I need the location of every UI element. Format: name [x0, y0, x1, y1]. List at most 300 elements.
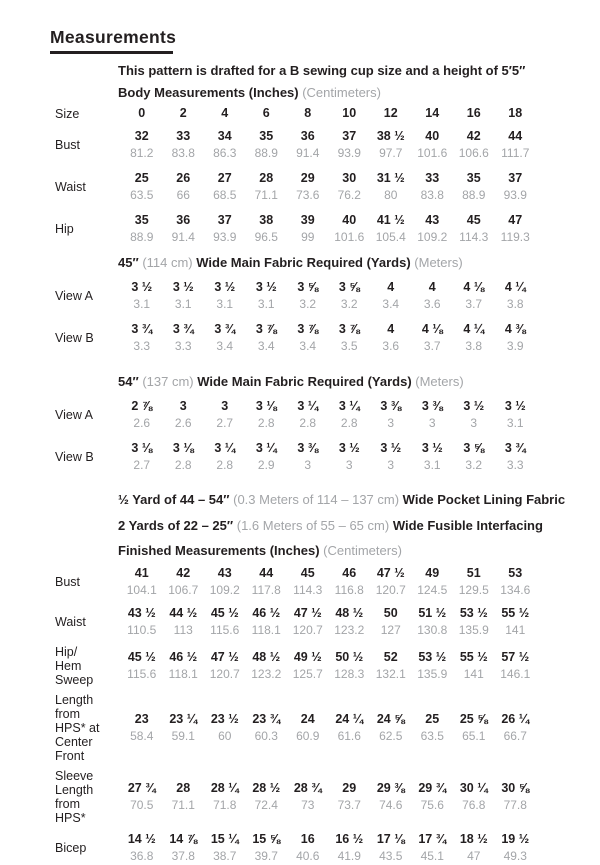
inches-value: 3 [179, 399, 187, 413]
measurement-cell [163, 831, 205, 865]
inches-value: 14 ⅞ [169, 832, 198, 846]
inches-value: 36 [300, 129, 315, 143]
measurement-cell [121, 780, 163, 814]
metric-value: 3.4 [382, 297, 400, 311]
metric-value: 3 [345, 458, 353, 472]
row-values [121, 780, 536, 814]
inches-value: 49 ½ [293, 650, 322, 664]
metric-value: 2.7 [133, 458, 151, 472]
measurement-row [50, 321, 592, 355]
measurement-cell [495, 605, 537, 639]
measurement-cell [246, 128, 288, 162]
inches-value: 17 ⅛ [376, 832, 405, 846]
inches-value: 3 ⅝ [338, 280, 360, 294]
measurement-cell [329, 128, 371, 162]
inches-value: 29 ¾ [418, 781, 447, 795]
inches-value: 47 [508, 213, 523, 227]
inches-value: 44 ½ [169, 606, 198, 620]
measurement-cell [495, 170, 537, 204]
metric-value: 125.7 [292, 667, 323, 681]
row-values [121, 128, 536, 162]
inches-value: 57 ½ [501, 650, 530, 664]
metric-value: 39.7 [254, 849, 278, 863]
metric-value: 63.5 [420, 729, 444, 743]
metric-value: 81.2 [130, 146, 154, 160]
metric-value: 93.9 [337, 146, 361, 160]
inches-value: 3 [221, 399, 229, 413]
measurement-cell [246, 440, 288, 474]
metric-value: 49.3 [503, 849, 527, 863]
measurement-cell [412, 128, 454, 162]
inches-value: 30 ⅝ [501, 781, 530, 795]
header-segment: 45″ [118, 255, 143, 270]
metric-value: 3.1 [506, 416, 524, 430]
measurement-cell [329, 649, 371, 683]
inches-value: 51 ½ [418, 606, 447, 620]
metric-value: 141 [463, 667, 484, 681]
metric-value: 101.6 [334, 230, 365, 244]
measurement-cell [370, 831, 412, 865]
inches-value: 41 ½ [376, 213, 405, 227]
metric-value: 73.6 [296, 188, 320, 202]
inches-value: 40 [342, 213, 357, 227]
metric-value: 3 [387, 416, 395, 430]
inches-value: 4 ¼ [504, 280, 526, 294]
measurement-cell [204, 170, 246, 204]
measurement-cell [246, 212, 288, 246]
measurement-row [50, 645, 592, 687]
measurement-cell [204, 605, 246, 639]
measurement-cell [453, 279, 495, 313]
metric-value: 43.5 [379, 849, 403, 863]
metric-value: 111.7 [501, 146, 530, 160]
metric-value: 60.3 [254, 729, 278, 743]
metric-value: 106.7 [168, 583, 199, 597]
inches-value: 38 ½ [376, 129, 405, 143]
metric-value: 3.6 [382, 339, 400, 353]
metric-value: 3.8 [506, 297, 524, 311]
measurement-cell [287, 279, 329, 313]
size-value: 10 [342, 106, 357, 120]
metric-value: 3.4 [257, 339, 275, 353]
inches-value: 3 ⅞ [297, 322, 319, 336]
inches-value: 37 [508, 171, 523, 185]
measurement-cell [453, 649, 495, 683]
size-value: 0 [138, 106, 146, 120]
metric-value: 71.1 [254, 188, 278, 202]
measurement-row [50, 440, 592, 474]
fusible-interfacing-note [118, 518, 592, 534]
inches-value: 32 [134, 129, 149, 143]
row-label: Bust [55, 138, 81, 152]
metric-value: 70.5 [130, 798, 154, 812]
measurement-cell [287, 649, 329, 683]
inches-value: 3 ½ [172, 280, 194, 294]
metric-value: 116.8 [334, 583, 364, 597]
inches-value: 18 ½ [459, 832, 488, 846]
measurement-cell [163, 170, 205, 204]
size-value: 14 [425, 106, 440, 120]
inches-value: 38 [259, 213, 274, 227]
measurement-cell [329, 831, 371, 865]
metric-value: 130.8 [417, 623, 448, 637]
measurement-cell [204, 321, 246, 355]
inches-value: 3 ¾ [214, 322, 236, 336]
header-segment: ½ Yard of 44 – 54″ [118, 492, 234, 507]
metric-value: 3.1 [216, 297, 234, 311]
inches-value: 45 ½ [210, 606, 239, 620]
size-value: 12 [383, 106, 398, 120]
row-label: View B [55, 450, 94, 464]
inches-value: 4 [387, 280, 395, 294]
inches-value: 47 ½ [293, 606, 322, 620]
metric-value: 71.1 [171, 798, 195, 812]
metric-value: 128.3 [334, 667, 365, 681]
metric-value: 76.8 [462, 798, 486, 812]
metric-value: 3.5 [340, 339, 358, 353]
inches-value: 27 ¾ [127, 781, 156, 795]
measurement-cell [246, 605, 288, 639]
measurement-row [50, 831, 592, 865]
measurement-cell [121, 212, 163, 246]
inches-value: 31 ½ [376, 171, 405, 185]
row-label: Bicep [55, 841, 87, 855]
measurement-cell [370, 279, 412, 313]
inches-value: 4 ⅛ [421, 322, 443, 336]
inches-value: 26 ¼ [501, 712, 530, 726]
inches-value: 2 ⅞ [131, 399, 153, 413]
inches-value: 45 ½ [127, 650, 156, 664]
measurement-cell [453, 398, 495, 432]
metric-value: 3.7 [465, 297, 483, 311]
metric-value: 118.1 [251, 623, 281, 637]
measurement-row [50, 693, 592, 763]
size-value: 2 [179, 106, 187, 120]
metric-value: 3.9 [506, 339, 524, 353]
metric-value: 37.8 [171, 849, 195, 863]
measurement-cell [495, 321, 537, 355]
measurement-cell [121, 605, 163, 639]
inches-value: 3 ¾ [172, 322, 194, 336]
measurement-cell [163, 780, 205, 814]
measurement-cell [121, 440, 163, 474]
metric-value: 101.6 [417, 146, 448, 160]
metric-value: 132.1 [375, 667, 406, 681]
metric-value: 113 [173, 623, 193, 637]
measurement-cell [163, 212, 205, 246]
measurement-cell [163, 128, 205, 162]
size-row-label: Size [55, 106, 80, 121]
metric-value: 83.8 [420, 188, 444, 202]
header-metric-segment: (Meters) [414, 255, 463, 270]
size-values [121, 105, 536, 122]
pocket-lining-note [118, 492, 592, 508]
measurement-cell [412, 321, 454, 355]
inches-value: 3 ½ [255, 280, 277, 294]
section-header-finished-measurements [118, 543, 592, 559]
inches-value: 45 [300, 566, 315, 580]
measurement-cell [412, 398, 454, 432]
measurement-cell [204, 212, 246, 246]
measurement-cell [329, 170, 371, 204]
metric-value: 2.8 [216, 458, 234, 472]
inches-value: 43 ½ [127, 606, 156, 620]
row-label: Bust [55, 575, 81, 589]
measurement-cell [370, 711, 412, 745]
measurement-cell [412, 170, 454, 204]
inches-value: 3 ¼ [255, 441, 277, 455]
measurement-cell [370, 321, 412, 355]
measurement-cell [412, 831, 454, 865]
inches-value: 3 ¼ [338, 399, 360, 413]
row-label: Waist [55, 615, 86, 629]
measurement-row [50, 605, 592, 639]
metric-value: 65.1 [462, 729, 486, 743]
measurement-cell [412, 780, 454, 814]
metric-value: 3.1 [174, 297, 192, 311]
metric-value: 63.5 [130, 188, 154, 202]
measurement-cell [204, 780, 246, 814]
measurement-cell [163, 649, 205, 683]
measurement-cell [495, 780, 537, 814]
inches-value: 3 ¼ [214, 441, 236, 455]
metric-value: 120.7 [209, 667, 240, 681]
row-label: Hip [55, 222, 74, 236]
row-values [121, 831, 536, 865]
inches-value: 33 [176, 129, 191, 143]
row-values [121, 711, 536, 745]
inches-value: 44 [259, 566, 274, 580]
measurement-cell [495, 440, 537, 474]
measurement-cell [453, 128, 495, 162]
metric-value: 41.9 [337, 849, 361, 863]
measurement-cell [370, 780, 412, 814]
row-values [121, 565, 536, 599]
header-segment: 2 Yards of 22 – 25″ [118, 518, 237, 533]
measurement-cell [370, 212, 412, 246]
metric-value: 115.6 [210, 623, 240, 637]
metric-value: 93.9 [213, 230, 237, 244]
metric-value: 114.3 [459, 230, 489, 244]
inches-value: 30 ¼ [459, 781, 488, 795]
size-value: 6 [262, 106, 270, 120]
measurement-cell [246, 565, 288, 599]
header-metric-segment: (137 cm) [142, 374, 198, 389]
measurement-cell [121, 831, 163, 865]
metric-value: 80 [384, 188, 398, 202]
measurement-cell [287, 398, 329, 432]
metric-value: 83.8 [171, 146, 195, 160]
inches-value: 43 [425, 213, 440, 227]
inches-value: 51 [466, 566, 481, 580]
inches-value: 3 ⅝ [463, 441, 485, 455]
metric-value: 3.1 [423, 458, 441, 472]
metric-value: 59.1 [171, 729, 195, 743]
measurement-cell [453, 831, 495, 865]
inches-value: 50 [383, 606, 398, 620]
inches-value: 41 [134, 566, 149, 580]
measurement-cell [329, 440, 371, 474]
measurement-row [50, 769, 592, 825]
inches-value: 28 ½ [252, 781, 281, 795]
measurement-cell [495, 212, 537, 246]
measurement-cell [495, 649, 537, 683]
inches-value: 3 ⅜ [421, 399, 443, 413]
measurement-cell [204, 831, 246, 865]
measurement-cell [495, 128, 537, 162]
measurement-cell [370, 170, 412, 204]
inches-value: 46 ½ [252, 606, 281, 620]
inches-value: 23 ½ [210, 712, 239, 726]
measurement-cell [412, 212, 454, 246]
measurement-cell [121, 649, 163, 683]
metric-value: 2.8 [340, 416, 358, 430]
metric-value: 3.1 [133, 297, 151, 311]
header-metric-segment: (Centimeters) [323, 543, 402, 558]
header-metric-segment: (114 cm) [142, 255, 197, 270]
intro-text: This pattern is drafted for a B sewing cup size and a height of 5′5″ [118, 63, 526, 78]
inches-value: 16 [300, 832, 315, 846]
inches-value: 29 [300, 171, 315, 185]
measurement-cell [370, 649, 412, 683]
measurement-cell [163, 279, 205, 313]
measurement-cell [287, 780, 329, 814]
metric-value: 123.2 [251, 667, 282, 681]
inches-value: 4 [428, 280, 436, 294]
measurement-cell [329, 279, 371, 313]
row-label: View A [55, 408, 93, 422]
metric-value: 3 [428, 416, 436, 430]
inches-value: 52 [383, 650, 398, 664]
metric-value: 68.5 [213, 188, 237, 202]
measurement-row [50, 212, 592, 246]
measurement-cell [121, 321, 163, 355]
row-values [121, 649, 536, 683]
inches-value: 3 ⅛ [255, 399, 277, 413]
metric-value: 88.9 [254, 146, 278, 160]
measurement-cell [287, 565, 329, 599]
measurement-row [50, 398, 592, 432]
metric-value: 61.6 [337, 729, 361, 743]
inches-value: 3 ¾ [504, 441, 526, 455]
inches-value: 3 ⅜ [297, 441, 319, 455]
inches-value: 23 [134, 712, 149, 726]
measurement-cell [163, 321, 205, 355]
metric-value: 47 [467, 849, 481, 863]
inches-value: 16 ½ [335, 832, 364, 846]
inches-value: 3 ⅜ [380, 399, 402, 413]
header-segment: Wide Main Fabric Required (Yards) [196, 255, 415, 270]
metric-value: 106.6 [458, 146, 489, 160]
metric-value: 123.2 [334, 623, 365, 637]
header-segment: Finished Measurements (Inches) [118, 543, 324, 558]
measurement-cell [246, 398, 288, 432]
inches-value: 3 ½ [131, 280, 153, 294]
metric-value: 60.9 [296, 729, 320, 743]
inches-value: 17 ¾ [418, 832, 447, 846]
measurement-cell [329, 321, 371, 355]
title-underline [50, 51, 173, 54]
inches-value: 3 ½ [504, 399, 526, 413]
inches-value: 42 [466, 129, 481, 143]
inches-value: 25 [134, 171, 149, 185]
inches-value: 35 [134, 213, 149, 227]
row-values [121, 279, 536, 313]
measurement-cell [204, 649, 246, 683]
measurement-cell [121, 128, 163, 162]
metric-value: 66 [176, 188, 190, 202]
measurement-cell [246, 321, 288, 355]
measurement-cell [204, 565, 246, 599]
metric-value: 74.6 [379, 798, 403, 812]
measurement-cell [246, 711, 288, 745]
measurement-cell [287, 128, 329, 162]
inches-value: 24 [300, 712, 315, 726]
inches-value: 53 ½ [418, 650, 447, 664]
metric-value: 3 [387, 458, 395, 472]
measurement-cell [495, 565, 537, 599]
metric-value: 88.9 [462, 188, 486, 202]
metric-value: 72.4 [254, 798, 278, 812]
metric-value: 60 [218, 729, 232, 743]
inches-value: 26 [176, 171, 191, 185]
measurement-cell [329, 605, 371, 639]
measurement-row [50, 128, 592, 162]
metric-value: 3.3 [174, 339, 192, 353]
header-segment: Body Measurements (Inches) [118, 85, 303, 100]
metric-value: 62.5 [379, 729, 403, 743]
row-label: View A [55, 289, 93, 303]
measurement-cell [453, 780, 495, 814]
metric-value: 2.8 [257, 416, 275, 430]
inches-value: 24 ¼ [335, 712, 364, 726]
measurement-cell [370, 605, 412, 639]
measurement-cell [246, 649, 288, 683]
measurement-cell [287, 831, 329, 865]
measurement-cell [204, 711, 246, 745]
metric-value: 109.2 [209, 583, 240, 597]
section-header-fabric-54 [118, 374, 592, 390]
measurement-row [50, 565, 592, 599]
metric-value: 3.4 [216, 339, 234, 353]
measurement-cell [204, 398, 246, 432]
finished-measurements-table [50, 565, 592, 865]
metric-value: 2.6 [133, 416, 151, 430]
inches-value: 23 ¾ [252, 712, 281, 726]
metric-value: 66.7 [503, 729, 527, 743]
header-metric-segment: (Centimeters) [302, 85, 381, 100]
inches-value: 45 [466, 213, 481, 227]
measurement-cell [121, 170, 163, 204]
metric-value: 3.1 [257, 297, 275, 311]
inches-value: 46 [342, 566, 357, 580]
metric-value: 115.6 [127, 667, 157, 681]
measurement-cell [453, 711, 495, 745]
measurement-cell [370, 440, 412, 474]
metric-value: 45.1 [420, 849, 444, 863]
measurement-cell [121, 565, 163, 599]
header-metric-segment: (1.6 Meters of 55 – 65 cm) [236, 518, 393, 533]
inches-value: 53 ½ [459, 606, 488, 620]
measurement-cell [495, 279, 537, 313]
inches-value: 27 [217, 171, 232, 185]
metric-value: 134.6 [500, 583, 531, 597]
metric-value: 97.7 [379, 146, 403, 160]
metric-value: 114.3 [293, 583, 323, 597]
metric-value: 71.8 [213, 798, 237, 812]
inches-value: 15 ⅝ [252, 832, 281, 846]
metric-value: 99 [301, 230, 315, 244]
